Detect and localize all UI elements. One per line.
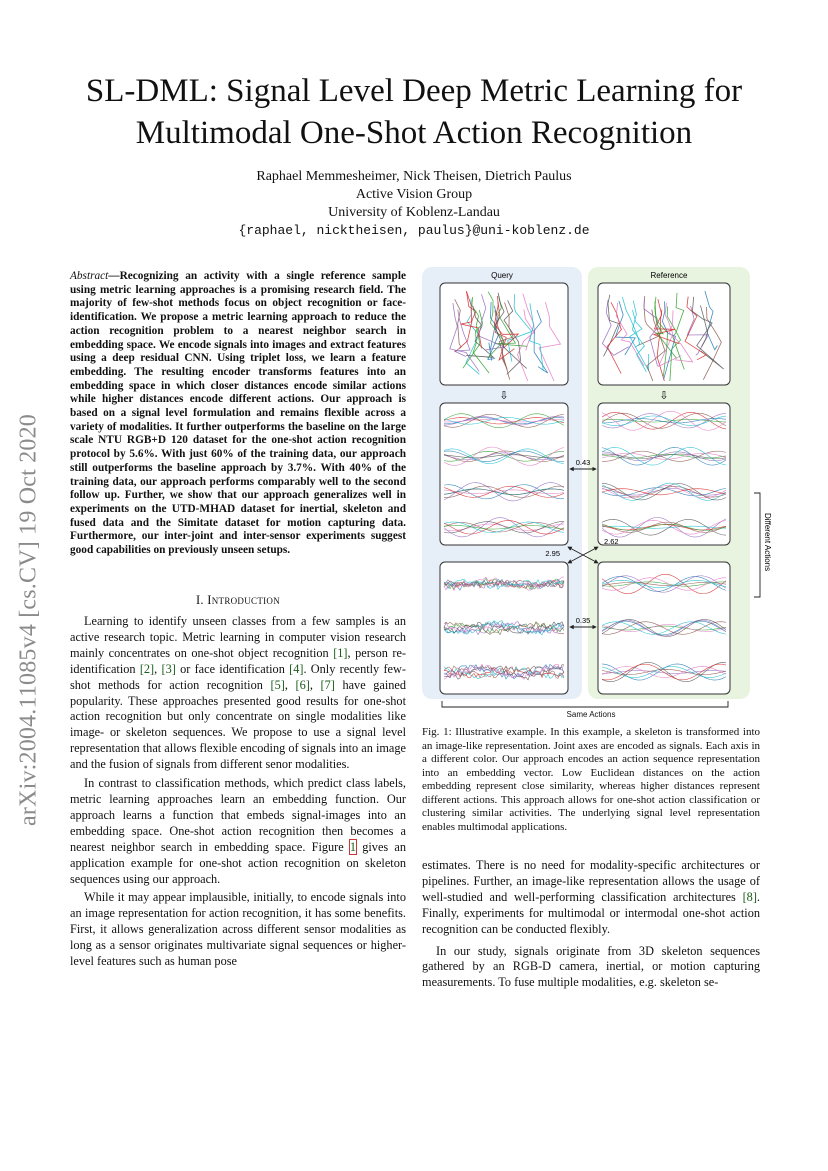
affiliation-group: Active Vision Group bbox=[355, 187, 473, 202]
figure-link[interactable]: 1 bbox=[349, 839, 357, 854]
authors: Raphael Memmesheimer, Nick Theisen, Dietrich Paulus bbox=[256, 169, 572, 184]
intro-paragraph-1: Learning to identify unseen classes from a few samples is an active research topic. Metric learning in computer vision research mainly concentrates on one-shot object recognition [1], person re-identification [2], [3] or face identification [4]. Only recently few-shot methods for action recognition [5], [6], [7] have gained popularity. These approaches presented good results for one-shot action recognition but only concentrate on single modalities like image- or skeleton sequences. We propose to use a signal level representation that allows flexible encoding of signals into an image and the fusion of signals from different senor modalities. bbox=[70, 614, 407, 772]
distance-label: 0.35 bbox=[575, 616, 591, 625]
different-actions-label: Different Actions bbox=[763, 513, 772, 572]
paper-title: SL-DML: Signal Level Deep Metric Learning for Multimodal One-Shot Action Recognition bbox=[85, 73, 743, 151]
reference-signal-image-top bbox=[598, 403, 730, 545]
figure-1 bbox=[422, 267, 772, 707]
author-block bbox=[60, 168, 768, 240]
same-actions-label: Same Actions bbox=[566, 710, 616, 719]
intro-paragraph-2: In contrast to classification methods, which predict class labels, metric learning approaches learn an embedding function. Our approach learns a function that embeds signal-images into an embedding space. One-shot action recognition then becomes a nearest neighbor search in embedding space. Figure 1 gives an application example for one-shot action recognition on skeleton sequences using our approach. bbox=[70, 776, 406, 886]
citation-link[interactable]: [2] bbox=[139, 661, 155, 676]
intro-paragraph-3: While it may appear implausible, initially, to encode signals into an image representation for action recognition, it has some benefits. First, it allows generalization across different sensor modalities as long as a sensor originates multivariate signal sequences or higher-level features such as human pose bbox=[70, 890, 406, 969]
citation-link[interactable]: [3] bbox=[161, 661, 176, 676]
right-paragraph-2: In our study, signals originate from 3D skeleton sequences gathered by an RGB-D camera, inertial, or motion capturing measurements. To fuse multiple modalities, e.g. skeleton se- bbox=[422, 943, 760, 990]
affiliation-university: University of Koblenz-Landau bbox=[328, 205, 500, 220]
arrow-down-icon: ⇩ bbox=[659, 390, 669, 402]
figure-caption: Fig. 1: Illustrative example. In this example, a skeleton is transformed into an image-like representation. Joint axes are encoded as signals. Each axis in a different color. Our approach encodes an action sequence representation into an embedding vector. Low Euclidean distances on the action embedding represent close similarity, whereas higher distances represent different actions. This approach allows for one-shot action classification or clustering similar activities. The underlying signal level representation enables multimodal applications. bbox=[422, 726, 760, 833]
citation-link[interactable]: [6] bbox=[295, 677, 310, 692]
abstract: Abstract—Recognizing an activity with a single reference sample using metric learning approaches is a promising research field. The majority of few-shot methods focus on object recognition or face-identification. We propose a metric learning approach to reduce the action recognition problem to a nearest neighbor search in embedding space. We encode signals into images and extract features using a deep residual CNN. Using triplet loss, we learn a feature embedding. The resulting encoder transforms features into an embedding space in which closer distances encode similar actions while higher distances encode different actions. Our approach is based on a signal level formulation and remains flexible across a variety of modalities. It further outperforms the baseline on the large scale NTU RGB+D 120 dataset for the one-shot action recognition protocol by 5.6%. With just 60% of the training data, our approach still outperforms the baseline approach by 3.7%. With 40% of the training data, our approach performs comparably well to the second follow up. Further, we show that our approach generalizes well in experiments on the UTD-MHAD dataset for inertial, skeleton and fused data and the Simitate dataset for motion capturing data. Furthermore, our inter-joint and inter-sensor experiments suggest good capabilities on previously unseen setups. bbox=[70, 270, 406, 557]
right-column-text bbox=[422, 858, 760, 997]
query-signal-image-top bbox=[440, 403, 568, 545]
introduction bbox=[70, 614, 406, 973]
distance-label: 2.62 bbox=[604, 537, 619, 546]
arrow-down-icon: ⇩ bbox=[499, 390, 509, 402]
distance-label: 0.43 bbox=[575, 458, 591, 467]
right-paragraph-1: estimates. There is no need for modality-specific architectures or pipelines. Further, an image-like representation allows the usage of well-studied and well-performing classification architectures [8]. Finally, experiments for multimodal or intermodal one-shot action recognition can be conducted flexibly. bbox=[422, 858, 760, 936]
citation-link[interactable]: [7] bbox=[320, 677, 335, 692]
distance-label: 2.95 bbox=[545, 549, 560, 558]
citation-link[interactable]: [4] bbox=[289, 661, 304, 676]
section-title: I. Introduction bbox=[195, 593, 281, 607]
query-label: Query bbox=[491, 271, 513, 280]
author-emails: {raphael, nicktheisen, paulus}@uni-koblenz.de bbox=[238, 223, 590, 238]
citation-link[interactable]: [1] bbox=[333, 645, 348, 660]
citation-link[interactable]: [8] bbox=[742, 889, 757, 904]
arxiv-stamp: arXiv:2004.11085v4 [cs.CV] 19 Oct 2020 bbox=[15, 414, 42, 826]
citation-link[interactable]: [5] bbox=[270, 677, 285, 692]
reference-label: Reference bbox=[650, 271, 688, 280]
